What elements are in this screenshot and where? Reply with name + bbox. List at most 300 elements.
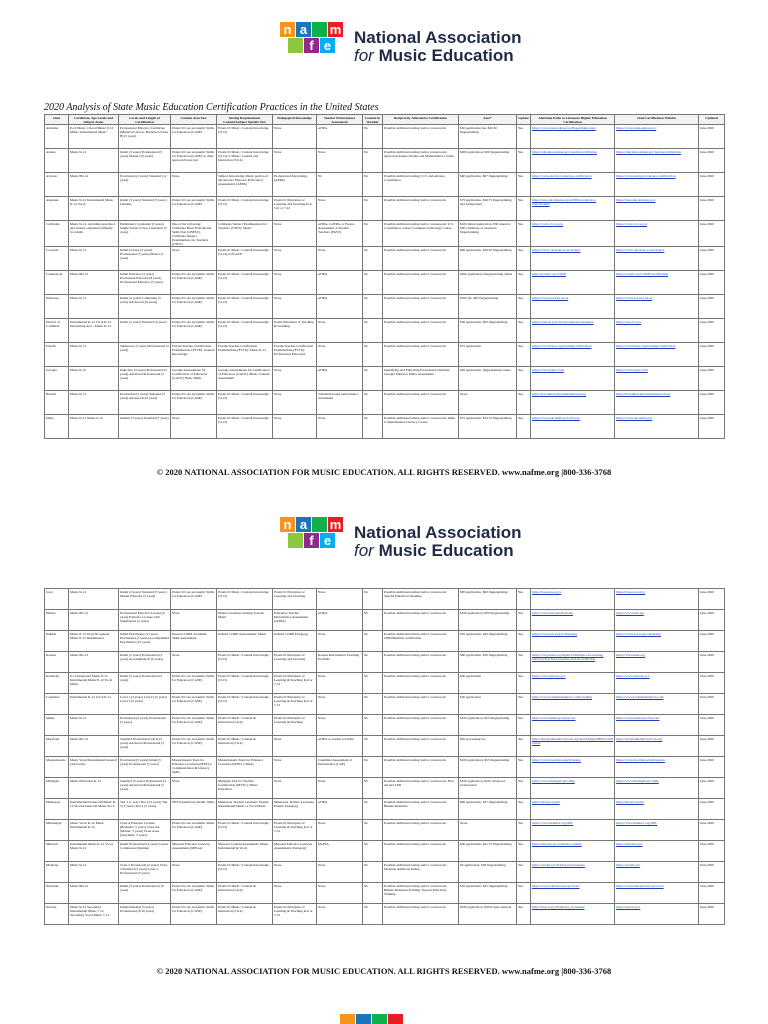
- table-cell: Praxis II: Music: Content Knowledge (5113): [217, 295, 273, 319]
- table-cell: None: [317, 319, 363, 343]
- link-cell[interactable]: https://www.fldoe.org/teaching/certification: [531, 343, 615, 367]
- table-cell: No: [363, 757, 383, 778]
- table-row: [45, 271, 725, 295]
- table-cell: None: [317, 673, 363, 694]
- table-cell: None: [171, 173, 217, 197]
- table-cell: Praxis II: Music: Content Knowledge (5113): [217, 673, 273, 694]
- table-cell: Praxis II Core Academic Skills for Educators (CASE): [171, 820, 217, 841]
- table-cell: Yes: [517, 694, 531, 715]
- table-cell: Induction (3 years) Professional (5 years) Advanced Professional (5 years): [119, 367, 171, 391]
- table-cell: Yes: [517, 125, 531, 149]
- table-cell: Standard (5 years) Professional (5 years) Advanced Professional (5 years): [119, 778, 171, 799]
- table-cell: Music Education K-12: [69, 778, 119, 799]
- link-cell[interactable]: https://www.education.ne.gov/tcert: [531, 883, 615, 904]
- link-cell[interactable]: https://portal.ct.gov/SDE: [531, 271, 615, 295]
- table-cell: $160 application, $210 advanced professional: [459, 778, 517, 799]
- column-header: State: [45, 115, 69, 125]
- table-cell: $75 application, $34.75 fingerprinting: [459, 415, 517, 439]
- table-cell: None: [317, 247, 363, 271]
- link-cell[interactable]: https://boee.iowa.gov: [615, 589, 699, 610]
- link-cell[interactable]: https://opi.mt.gov: [615, 862, 699, 883]
- table-cell: Yes: [517, 736, 531, 757]
- link-cell[interactable]: https://education.alaska.gov/teachercertification: [531, 149, 615, 173]
- column-header: Testing Requirements Content/Subject Specific Test: [217, 115, 273, 125]
- table-cell: Georgia: [45, 367, 69, 391]
- link-cell[interactable]: https://www.ksde.org: [615, 652, 699, 673]
- table-cell: June 2020: [699, 820, 725, 841]
- link-cell[interactable]: https://marylandpublicschools.org/about/Pages/DEE/Certification: [531, 736, 615, 757]
- table-row: [45, 319, 725, 343]
- table-cell: None: [317, 415, 363, 439]
- link-cell[interactable]: https://mn.gov/pelsb: [531, 799, 615, 820]
- table-cell: Praxis II Core Academic Skills for Educators (CASE): [171, 197, 217, 221]
- table-cell: Initial Practitioner (2 years) Practitioner (5 years) Accomplished Practitioner (10 years): [119, 631, 171, 652]
- table-cell: $35 application, $40 fingerprinting: [459, 631, 517, 652]
- table-cell: Initial (2 years) Standard (4 years): [119, 319, 171, 343]
- table-cell: Class 5 Provisional (3 years) Class 2 Standard (5 years) Class 1 Professional (5 years): [119, 862, 171, 883]
- table-cell: None: [317, 715, 363, 736]
- table-cell: Initial (4 years) Continuing (5 years) Advanced (10 years): [119, 295, 171, 319]
- table-cell: None: [317, 820, 363, 841]
- table-cell: June 2020: [699, 799, 725, 820]
- link-cell[interactable]: https://www.doe.k12.de.us: [615, 295, 699, 319]
- table-cell: June 2020: [699, 757, 725, 778]
- table-cell: P-12 Integrated Music P-12 Instrumental Music P-12 Vocal Music: [69, 673, 119, 694]
- table-row: [45, 367, 725, 391]
- table-cell: Yes: [517, 415, 531, 439]
- table-cell: No: [363, 883, 383, 904]
- table-row: [45, 715, 725, 736]
- table-row: [45, 820, 725, 841]
- table-cell: Georgia Assessments for Certification of Educators (GACE): Music Content Assessment: [217, 367, 273, 391]
- table-cell: $100 application, $50 fingerprinting: [459, 610, 517, 631]
- table-cell: Florida Teacher Certification Examinations (FTCE): Professional Education: [273, 343, 317, 367]
- table-cell: Possible additional testing and/or coursework: [383, 673, 459, 694]
- link-cell[interactable]: https://www.louisianabelieves.com: [615, 694, 699, 715]
- table-cell: Praxis II Core Academic Skills for Educators (CASE): [171, 295, 217, 319]
- table-cell: Yes: [517, 149, 531, 173]
- table-cell: Praxis II: Music: Content Knowledge (5113): [217, 125, 273, 149]
- table-cell: Instrumental K-12 Vocal K-12: [69, 694, 119, 715]
- table-cell: Possible additional testing and/or coursework: [383, 715, 459, 736]
- table-cell: Praxis II: Music: Content Knowledge (5113) or Music: Content and Instruction (5114): [217, 149, 273, 173]
- table-cell: No: [363, 862, 383, 883]
- link-cell[interactable]: https://doe.nv.gov: [615, 904, 699, 925]
- table-cell: June 2020: [699, 221, 725, 247]
- table-cell: None: [273, 221, 317, 247]
- table-cell: Maine: [45, 715, 69, 736]
- link-cell[interactable]: https://www.epsb.ky.gov: [615, 673, 699, 694]
- table-cell: Identifying and Educating Exceptional Children; Georgia Educator Ethics Assessment: [383, 367, 459, 391]
- table-cell: Praxis II Core Academic Skills for Educators (CASE) or other approved basic test: [171, 149, 217, 173]
- table-cell: June 2020: [699, 271, 725, 295]
- table-cell: Standard Professional I & II (5 years) Advanced Professional (5 years): [119, 736, 171, 757]
- table-cell: $20 processing fee: [459, 736, 517, 757]
- table-cell: California Subject Examinations for Teachers (CSET): Music: [217, 221, 273, 247]
- table-cell: Professional Educator License (5 years) Educator License with Stipulations (2 years): [119, 610, 171, 631]
- table-cell: Possible additional testing and/or coursework: [383, 391, 459, 415]
- table-cell: Praxis II: Music: Content & Instruction (5114): [217, 715, 273, 736]
- table-row: [45, 415, 725, 439]
- table-cell: None: [273, 883, 317, 904]
- table-row: [45, 610, 725, 631]
- table-cell: No: [363, 319, 383, 343]
- link-cell[interactable]: https://www.ctc.ca.gov: [615, 221, 699, 247]
- table-cell: Praxis II Core Academic Skills for Educators (CASE): [171, 125, 217, 149]
- link-cell[interactable]: https://dese.mo.gov/educator-quality: [531, 841, 615, 862]
- table-cell: $20 application, fingerprinting varies: [459, 367, 517, 391]
- table-cell: None: [273, 391, 317, 415]
- link-cell[interactable]: https://www.isbe.net/licensure: [531, 610, 615, 631]
- table-cell: Initial/Standard (5 years) Professional (6-10 years): [119, 904, 171, 925]
- table-cell: No: [363, 799, 383, 820]
- table-cell: No: [363, 367, 383, 391]
- column-header: Fees*: [459, 115, 517, 125]
- link-cell[interactable]: https://www.fldoe.org/teaching/certification: [615, 343, 699, 367]
- table-cell: Illinois: [45, 610, 69, 631]
- table-cell: Illinois Licensure Testing System: Music: [217, 610, 273, 631]
- table-cell: None: [273, 247, 317, 271]
- table-cell: Praxis II: Music: Content Knowledge (5113): [217, 652, 273, 673]
- link-cell[interactable]: https://www.cde.state.co.us/cdeprof: [531, 247, 615, 271]
- link-cell[interactable]: https://www.doe.k12.de.us: [531, 295, 615, 319]
- table-cell: Possible additional testing and/or coursework: [383, 841, 459, 862]
- table-cell: June 2020: [699, 367, 725, 391]
- table-cell: Music K-12 Music 6-12: [69, 415, 119, 439]
- table-cell: No: [363, 415, 383, 439]
- link-cell[interactable]: https://boee.iowa.gov: [531, 589, 615, 610]
- link-cell[interactable]: https://education.alaska.gov/teachercertification: [615, 149, 699, 173]
- table-cell: No: [363, 631, 383, 652]
- table-cell: No: [363, 589, 383, 610]
- link-cell[interactable]: https://marylandpublicschools.org: [615, 736, 699, 757]
- table-cell: Preliminary Credential (5 years) Single Subject Clear Credential (5 years): [119, 221, 171, 247]
- link-cell[interactable]: https://osse.dc.gov: [615, 319, 699, 343]
- link-cell[interactable]: https://osse.dc.gov/service/educator-licensure: [531, 319, 615, 343]
- table-cell: June 2020: [699, 173, 725, 197]
- table-cell: Initial License (3 years) Professional (5 years) Master (7 years): [119, 247, 171, 271]
- table-cell: Massachusetts: [45, 757, 69, 778]
- link-cell[interactable]: https://dese.ade.arkansas.gov/Offices/educator-effectiveness: [531, 197, 615, 221]
- table-cell: Yes: [517, 610, 531, 631]
- table-cell: Standards-based performance assessment: [317, 391, 363, 415]
- table-cell: Praxis II: Principles of Learning and Teaching: [273, 589, 317, 610]
- table-cell: No: [363, 391, 383, 415]
- table-cell: June 2020: [699, 247, 725, 271]
- table-cell: Possible additional testing and/or coursework: [383, 736, 459, 757]
- table-cell: None: [273, 415, 317, 439]
- table-cell: Yes: [517, 904, 531, 925]
- table-cell: Music PK-12: [69, 883, 119, 904]
- table-cell: No: [363, 820, 383, 841]
- table-cell: Possible additional testing and/or coursework: [383, 820, 459, 841]
- logo-line-2: for Music Education: [354, 46, 514, 65]
- link-cell[interactable]: https://www.doe.mass.edu/licensure: [615, 757, 699, 778]
- table-cell: No: [363, 247, 383, 271]
- table-cell: $100 initial application, $50 renewal, $50 certificate of clearance fingerprinting: [459, 221, 517, 247]
- table-cell: Missouri Educator Gateway Assessments: Pedagogy: [273, 841, 317, 862]
- column-header: Updated: [699, 115, 725, 125]
- table-row: [45, 221, 725, 247]
- table-cell: Idaho: [45, 415, 69, 439]
- link-cell[interactable]: https://hawaiiteacherstandardsboard.org: [615, 391, 699, 415]
- table-cell: $85 application, $60 fingerprinting: [459, 589, 517, 610]
- table-cell: Praxis II: Music: Content & Instruction (5114): [217, 736, 273, 757]
- table-cell: No: [363, 173, 383, 197]
- table-cell: Pearson CORE Academic Skills Assessment: [171, 631, 217, 652]
- table-cell: $6 application, $30 fingerprinting: [459, 862, 517, 883]
- link-cell[interactable]: https://www.gapsc.com: [531, 367, 615, 391]
- table-row: [45, 862, 725, 883]
- logo-letter: m: [329, 22, 342, 37]
- table-cell: Initial Educator (3 years) Provisional Educator (8 years) Professional Educator (5 years): [119, 271, 171, 295]
- table-cell: Praxis II Core Academic Skills for Educators (CASE): [171, 736, 217, 757]
- table-cell: None: [171, 862, 217, 883]
- link-cell[interactable]: https://www.michigan.gov/mde: [531, 778, 615, 799]
- table-cell: Initial Professional (4 years) Career Continuous (lifetime): [119, 841, 171, 862]
- link-cell[interactable]: https://www.michigan.gov/mde: [615, 778, 699, 799]
- table-cell: Praxis II: Music: Content & Instruction (5114): [217, 883, 273, 904]
- table-cell: Instrumental/Classroom Music K-12 Vocal/Classroom Music K-12: [69, 799, 119, 820]
- table-cell: $90 application, $37 fingerprinting: [459, 799, 517, 820]
- table-cell: Music K-12: [69, 391, 119, 415]
- table-cell: No: [363, 610, 383, 631]
- table-cell: Montana: [45, 862, 69, 883]
- table-cell: None: [171, 652, 217, 673]
- table-cell: Praxis II: Principles of Learning & Teaching: [273, 715, 317, 736]
- table-cell: No: [363, 841, 383, 862]
- logo-letter: n: [283, 22, 292, 37]
- table-cell: No: [317, 173, 363, 197]
- link-cell[interactable]: https://www.ksde.org/Agency/Division-of-Learning-Services/Teacher-Licensure-and-Accreditation: [531, 652, 615, 673]
- table-cell: Delaware: [45, 295, 69, 319]
- table-cell: None: [273, 149, 317, 173]
- table-cell: Florida: [45, 343, 69, 367]
- link-cell[interactable]: https://www.louisianabelieves.com/teaching: [531, 694, 615, 715]
- table-cell: Professional Knowledge (AEPA): [273, 173, 317, 197]
- table-row: [45, 125, 725, 149]
- link-cell[interactable]: https://portal.ct.gov/SDE/Certification: [615, 271, 699, 295]
- table-cell: Provisional (3 years) Standard (5 years) Advanced (10 years): [119, 391, 171, 415]
- table-cell: Possible additional testing and/or coursework: [383, 319, 459, 343]
- table-cell: Massachusetts Tests for Educator Licensure (MTEL): Music: [217, 757, 273, 778]
- column-header: Reciprocity Alternative Certification: [383, 115, 459, 125]
- table-cell: June 2020: [699, 673, 725, 694]
- table-cell: Missouri Content Assessment: Music Instrumental & Vocal: [217, 841, 273, 862]
- table-cell: June 2020: [699, 904, 725, 925]
- table-cell: Alabama: [45, 125, 69, 149]
- table-cell: None: [459, 820, 517, 841]
- table-cell: $100 application, $55 fingerprinting: [459, 715, 517, 736]
- link-cell[interactable]: https://www.ctc.ca.gov: [531, 221, 615, 247]
- link-cell[interactable]: https://www.gapsc.com: [615, 367, 699, 391]
- table-row: [45, 295, 725, 319]
- link-cell[interactable]: https://www.maine.gov/doe/cert: [531, 715, 615, 736]
- table-cell: No: [363, 736, 383, 757]
- table-cell: Yes: [517, 391, 531, 415]
- link-cell[interactable]: https://www.cde.state.co.us/cdeprof: [615, 247, 699, 271]
- column-header: Certificate, Age Levels and Subject Areas: [69, 115, 119, 125]
- table-cell: Praxis II: Music: Content Knowledge (5113): [217, 589, 273, 610]
- table-cell: Instrumental Music K-12 Vocal Music K-12: [69, 841, 119, 862]
- logo-letter: e: [323, 38, 332, 53]
- link-cell[interactable]: https://hawaiiteacherstandardsboard.org: [531, 391, 615, 415]
- link-cell[interactable]: https://mn.gov/pelsb: [615, 799, 699, 820]
- table-cell: Possible additional testing and/or coursework; Special Education; Reading: [383, 589, 459, 610]
- table-cell: Praxis II: Music: Content & Instruction (5114): [217, 904, 273, 925]
- table-row: [45, 247, 725, 271]
- table-cell: Provisional (2 years) Standard (12 years): [119, 173, 171, 197]
- logo-letter: a: [299, 22, 308, 37]
- table-cell: None: [171, 247, 217, 271]
- table-cell: Provisional (2 years) Professional (5 years): [119, 715, 171, 736]
- table-cell: Praxis II: Music: Content Knowledge (5113): [217, 694, 273, 715]
- nafme-logo: [280, 22, 522, 72]
- table-cell: June 2020: [699, 883, 725, 904]
- column-header: Content Area Test: [171, 115, 217, 125]
- table-cell: Class A Educator License (Bachelor; 5 years) Class AA (Master; 5 years) Class AAA (Specialist; 5 years): [119, 820, 171, 841]
- table-cell: Educative Teacher Performance Assessment (edTPA): [273, 610, 317, 631]
- table-cell: June 2020: [699, 415, 725, 439]
- link-cell[interactable]: https://www.doe.in.gov/licensing: [531, 631, 615, 652]
- table-cell: Kentucky: [45, 673, 69, 694]
- table-cell: Initial (5 years) Professional (10 years): [119, 883, 171, 904]
- table-cell: $55 application, $45 fingerprinting: [459, 883, 517, 904]
- table-cell: None: [317, 589, 363, 610]
- table-row: [45, 652, 725, 673]
- logo-line-1: National Association: [354, 28, 522, 48]
- table-cell: June 2020: [699, 319, 725, 343]
- link-cell[interactable]: https://www.alsde.edu/sec/ec/Pages/home.aspx: [531, 125, 615, 149]
- table-cell: Music PK-12: [69, 736, 119, 757]
- table-cell: Initial (3 years) Standard (5 years) Lifetime: [119, 197, 171, 221]
- table-cell: Praxis II: Principles of Learning and Teaching K-6, 5-9, or 7-12: [273, 197, 317, 221]
- link-cell[interactable]: https://www.mdek12.org/OEL: [615, 820, 699, 841]
- link-cell[interactable]: https://opi.mt.gov/Educators/Licensure: [531, 862, 615, 883]
- table-cell: $60 application, $67 fingerprinting: [459, 173, 517, 197]
- table-cell: Instrumental K-12 Vocal K-12 Performing Arts - Music K-12: [69, 319, 119, 343]
- table-row: [45, 841, 725, 862]
- table-cell: Possible additional testing and/or coursework: [383, 610, 459, 631]
- table-cell: $50 application, $41.75 fingerprinting: [459, 841, 517, 862]
- table-cell: Praxis II: Principles of Learning & Teaching K-6 or 7-12: [273, 820, 317, 841]
- table-cell: Music P-12: [69, 367, 119, 391]
- table-cell: Possible additional testing and/or coursework: [383, 694, 459, 715]
- table-cell: Professional Educator Certificate (Master's/Class A, Bachelor's/Class B) (5 years): [119, 125, 171, 149]
- table-cell: Initial (3 years) Professional (5 years) Master (10 years): [119, 149, 171, 173]
- link-cell[interactable]: https://www.sde.idaho.gov: [615, 415, 699, 439]
- table-cell: Possible additional testing and/or coursework: [383, 197, 459, 221]
- table-row: [45, 757, 725, 778]
- table-cell: Yes: [517, 589, 531, 610]
- table-cell: Michigan Test for Teacher Certification (MTTC): Music Education: [217, 778, 273, 799]
- table-cell: $75 application, $49.75 fingerprinting and background: [459, 197, 517, 221]
- table-cell: Possible additional testing and/or coursework: [383, 271, 459, 295]
- table-cell: Music Vocal K-12 Music Instrumental K-12: [69, 820, 119, 841]
- table-cell: Yes: [517, 197, 531, 221]
- table-cell: Music K-12: [69, 589, 119, 610]
- link-cell[interactable]: https://www.isbe.net: [615, 610, 699, 631]
- table-cell: Initial (2 years) Standard (5 years) Master Educator (5 years): [119, 589, 171, 610]
- column-header: Update: [517, 115, 531, 125]
- table-cell: Interim (3 years) Standard (5 years): [119, 415, 171, 439]
- table-cell: Candidate Assessment of Performance (CAP): [317, 757, 363, 778]
- table-cell: Mississippi: [45, 820, 69, 841]
- table-cell: Tier 1 (1 year) Tier 2 (2 years) Tier 3 (3 years) Tier 4 (5 years): [119, 799, 171, 820]
- nafme-logo-mark: [280, 22, 344, 72]
- table-cell: edTPA: [317, 610, 363, 631]
- table-cell: No: [363, 904, 383, 925]
- table-cell: P-12 Music, Choral Music P-12 Music, Instrumental Music: [69, 125, 119, 149]
- table-cell: Minnesota Teacher Licensure Exams: Pedagogy: [273, 799, 317, 820]
- column-header: Pedagogical Knowledge: [273, 115, 317, 125]
- table-cell: Praxis II Core Academic Skills for Educators (CASE): [171, 715, 217, 736]
- table-cell: Indiana: [45, 631, 69, 652]
- table-cell: June 2020: [699, 715, 725, 736]
- table-row: [45, 883, 725, 904]
- link-cell[interactable]: https://www.azed.gov/educator-certification: [615, 173, 699, 197]
- table-cell: June 2020: [699, 589, 725, 610]
- link-cell[interactable]: https://www.doe.mass.edu/licensure: [531, 757, 615, 778]
- table-cell: Missouri Educator Gateway Assessments (MEGA): [171, 841, 217, 862]
- table-cell: Yes: [517, 173, 531, 197]
- table-cell: Connecticut: [45, 271, 69, 295]
- table-cell: No: [363, 694, 383, 715]
- link-cell[interactable]: https://www.education.ne.gov/tcert: [615, 883, 699, 904]
- column-header: State Certification Website: [615, 115, 699, 125]
- link-cell[interactable]: https://dese.mo.gov: [615, 841, 699, 862]
- table-cell: edTPA or teacher portfolio: [317, 736, 363, 757]
- table-cell: No: [363, 295, 383, 319]
- table-cell: $50 application: [459, 673, 517, 694]
- table-row: [45, 343, 725, 367]
- link-cell[interactable]: https://www.alsde.edu/sec/ec/: [615, 125, 699, 149]
- table-cell: June 2020: [699, 391, 725, 415]
- link-cell[interactable]: https://www.epsb.ky.gov: [531, 673, 615, 694]
- table-cell: None: [317, 197, 363, 221]
- table-cell: Possible additional testing and/or coursework: [383, 125, 459, 149]
- table-cell: Praxis II: Music: Content Knowledge (5113): [217, 862, 273, 883]
- column-header: Alternate Paths to Licensure Higher Education Certification: [531, 115, 615, 125]
- table-cell: Yes: [517, 799, 531, 820]
- link-cell[interactable]: https://dese.ade.arkansas.gov: [615, 197, 699, 221]
- table-cell: Praxis II Core Academic Skills for Educators (CASE): [171, 319, 217, 343]
- link-cell[interactable]: https://www.mdek12.org/OEL: [531, 820, 615, 841]
- table-cell: Music K-12: [69, 149, 119, 173]
- table-cell: Music K-12: [69, 862, 119, 883]
- table-cell: Praxis II: Music: Content Knowledge (5113): [217, 197, 273, 221]
- table-cell: Possible additional testing and/or coursework; Approved Alaska Studies and Multicultural courses: [383, 149, 459, 173]
- table-cell: Praxis II: Music: Content Knowledge (5114) or PLACE: [217, 247, 273, 271]
- link-cell[interactable]: https://www.doe.in.gov/licensing: [615, 631, 699, 652]
- table-cell: Level 1 (3 years) Level 2 (5 years) Level 3 (5 years): [119, 694, 171, 715]
- link-cell[interactable]: https://www.azed.gov/educator-certification: [531, 173, 615, 197]
- table-cell: edTPA: [317, 271, 363, 295]
- table-cell: None: [273, 295, 317, 319]
- table-cell: None: [459, 391, 517, 415]
- table-cell: District of Columbia: [45, 319, 69, 343]
- link-cell[interactable]: https://doe.nv.gov/Educator_Licensure: [531, 904, 615, 925]
- column-header: Teacher Performance Assessment: [317, 115, 363, 125]
- link-cell[interactable]: https://www.sde.idaho.gov/cert-psc: [531, 415, 615, 439]
- link-cell[interactable]: https://www.maine.gov/doe/cert: [615, 715, 699, 736]
- table-cell: June 2020: [699, 343, 725, 367]
- document-title: 2020 Analysis of State Music Education Certification Practices in the United States: [44, 102, 379, 113]
- next-page-logo-partial: [340, 1014, 404, 1024]
- table-cell: Nevada: [45, 904, 69, 925]
- table-cell: $60 application, $50 fingerprinting: [459, 652, 517, 673]
- table-cell: edTPA: [317, 295, 363, 319]
